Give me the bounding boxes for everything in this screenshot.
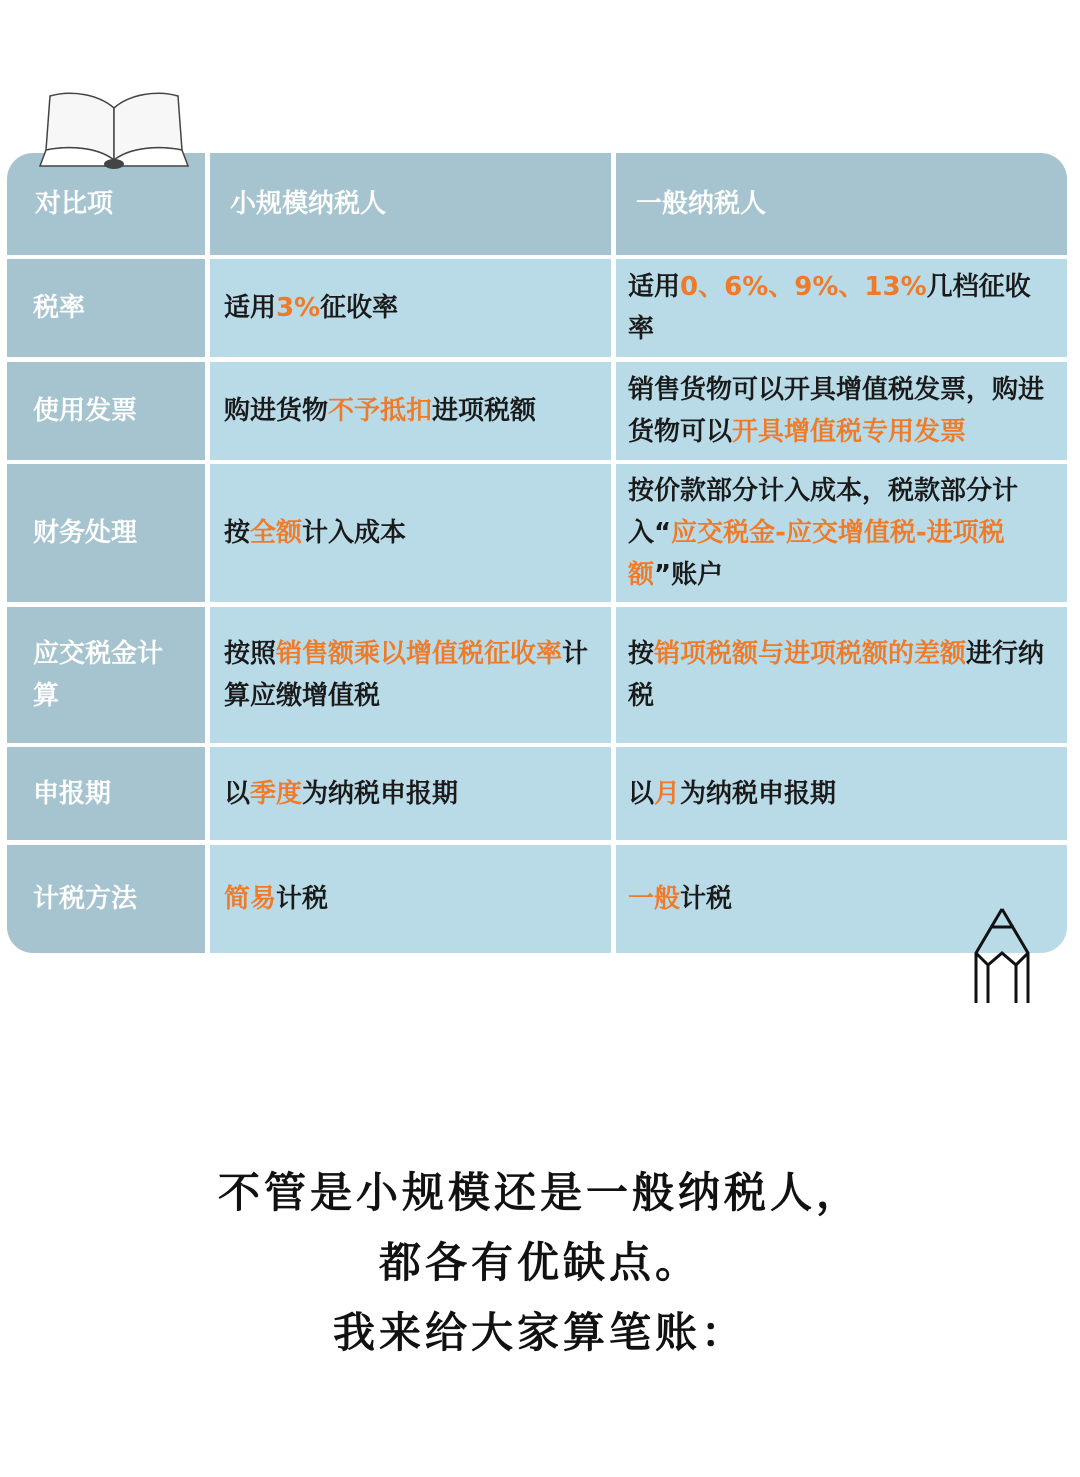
cell-text: 购进货物: [224, 396, 329, 426]
cell-text: 以: [224, 778, 251, 809]
cell-text: 征收率: [320, 293, 399, 323]
highlight-text: 不予抵扣: [328, 396, 433, 426]
row-label: 申报期: [33, 778, 112, 809]
cell-text: 为纳税申报期: [680, 778, 837, 809]
table-cell-small: [210, 845, 611, 953]
row-label-cell: [7, 607, 205, 743]
cell-text: 销售货物可以开具增值税发票，购进货物可以: [628, 375, 1045, 447]
table-header-cell: [210, 153, 611, 255]
cell-text: 进行纳税: [628, 639, 1045, 711]
cell-text: 计入成本: [302, 518, 407, 548]
highlight-text: 销售额乘以增值税征收率: [276, 639, 563, 669]
row-label-cell: [7, 747, 205, 840]
cell-text: ”账户: [654, 560, 724, 590]
row-label: 计税方法: [33, 884, 138, 914]
highlight-text: 3%: [276, 293, 321, 323]
table-cell-general: [616, 464, 1067, 602]
table-cell-small: [210, 464, 611, 602]
header-text: 一般纳税人: [636, 189, 767, 219]
row-label: 应交税金计算: [33, 639, 164, 711]
table-cell-general: [616, 607, 1067, 743]
table-header-cell: [616, 153, 1067, 255]
row-label-cell: [7, 259, 205, 357]
cell-text: 以: [628, 778, 655, 809]
table-cell-small: [210, 362, 611, 460]
highlight-text: 销项税额与进项税额的差额: [654, 639, 967, 669]
row-label: 使用发票: [33, 396, 138, 426]
table-cell-small: [210, 747, 611, 840]
cell-text: 进项税额: [432, 396, 537, 426]
header-text: 小规模纳税人: [230, 189, 387, 219]
highlight-text: 开具增值税专用发票: [732, 417, 967, 447]
table-cell-small: [210, 607, 611, 743]
comparison-table: [7, 153, 1067, 953]
highlight-text: 季度: [250, 778, 303, 809]
cell-text: 几档征收率: [628, 272, 1031, 344]
cell-text: 为纳税申报期: [302, 778, 459, 809]
cell-text: 按价款部分计入成本，税款部分计入“: [628, 476, 1019, 548]
highlight-text: 简易: [224, 884, 277, 914]
table-cell-general: [616, 259, 1067, 357]
cell-text: 按: [628, 639, 655, 669]
row-label-cell: [7, 845, 205, 953]
open-book-icon: [36, 88, 192, 174]
footer-line: 都各有优缺点。: [378, 1238, 701, 1287]
cell-text: 适用: [224, 293, 277, 323]
footer-line: 不管是小规模还是一般纳税人，: [217, 1168, 862, 1217]
cell-text: 按照: [224, 639, 277, 669]
table-cell-general: [616, 747, 1067, 840]
highlight-text: 应交税金-应交增值税-进项税额: [628, 518, 1005, 590]
cell-text: 计税: [276, 884, 329, 914]
row-label-cell: [7, 464, 205, 602]
table-cell-general: [616, 362, 1067, 460]
row-label: 税率: [33, 293, 86, 323]
row-label-cell: [7, 362, 205, 460]
cell-text: 计税: [680, 884, 733, 914]
table-cell-small: [210, 259, 611, 357]
footer-line: 我来给大家算笔账：: [332, 1308, 747, 1357]
highlight-text: 0、6%、9%、13%: [680, 272, 927, 302]
header-text: 对比项: [35, 189, 114, 219]
cell-text: 计算应缴增值税: [224, 639, 589, 711]
cell-text: 按: [224, 518, 251, 548]
highlight-text: 全额: [250, 518, 303, 548]
highlight-text: 一般: [628, 884, 681, 914]
pencil-icon: [970, 905, 1034, 1007]
highlight-text: 月: [654, 778, 681, 809]
cell-text: 适用: [628, 272, 681, 302]
row-label: 财务处理: [33, 518, 138, 548]
